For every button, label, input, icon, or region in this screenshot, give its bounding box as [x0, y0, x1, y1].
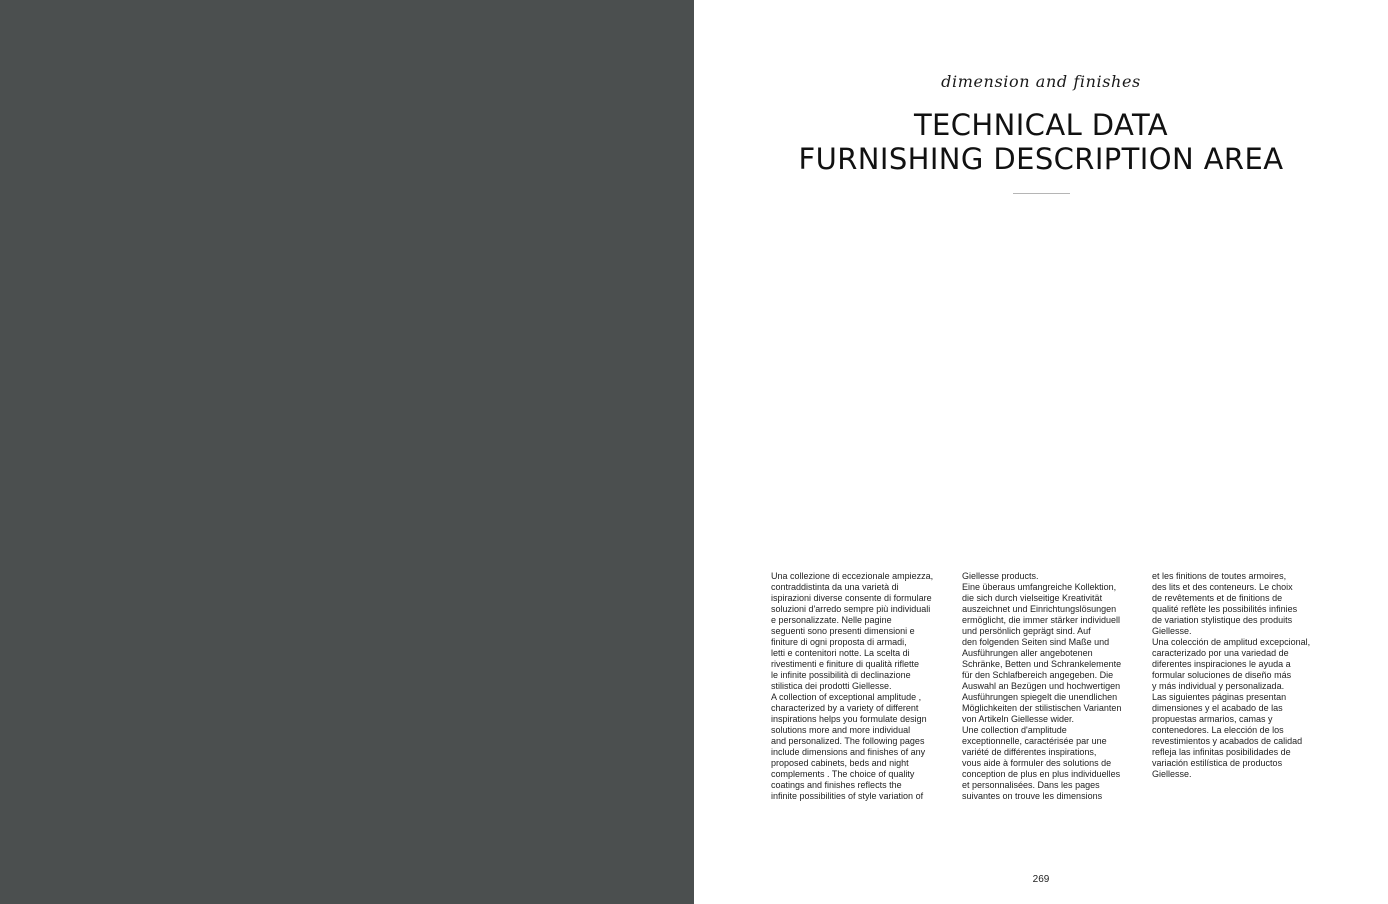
text-line: le infinite possibilità di declinazione: [771, 670, 911, 680]
text-line: letti e contenitori notte. La scelta di: [771, 648, 910, 658]
text-line: include dimensions and finishes of any: [771, 747, 926, 757]
text-line: et personnalisées. Dans les pages: [962, 780, 1100, 790]
text-line: A collection of exceptional amplitude ,: [771, 692, 922, 702]
text-line: Auswahl an Bezügen und hochwertigen: [962, 681, 1121, 691]
text-line: solutions more and more individual: [771, 725, 911, 735]
text-line: proposed cabinets, beds and night: [771, 758, 909, 768]
text-line: exceptionnelle, caractérisée par une: [962, 736, 1107, 746]
text-line: e personalizzate. Nelle pagine: [771, 615, 892, 625]
page-number: 269: [1032, 874, 1050, 885]
text-line: rivestimenti e finiture di qualità riflette: [771, 659, 920, 669]
text-line: Möglichkeiten der stilistischen Varianten: [962, 703, 1122, 713]
text-column-2: [962, 571, 1124, 802]
text-line: ispirazioni diverse consente di formulare: [771, 593, 932, 603]
text-line: coatings and finishes reflects the: [771, 780, 902, 790]
text-line: und persönlich geprägt sind. Auf: [962, 626, 1091, 636]
text-line: inspirations helps you formulate design: [771, 714, 927, 724]
text-line: revestimientos y acabados de calidad: [1152, 736, 1303, 746]
text-line: refleja las infinitas posibilidades de: [1152, 747, 1291, 757]
text-line: complements . The choice of quality: [771, 769, 915, 779]
text-line: Giellesse.: [1152, 769, 1192, 779]
text-line: and personalized. The following pages: [771, 736, 925, 746]
text-line: conception de plus en plus individuelles: [962, 769, 1121, 779]
text-line: y más individual y personalizada.: [1152, 681, 1285, 691]
text-line: caracterizado por una variedad de: [1152, 648, 1289, 658]
text-line: suivantes on trouve les dimensions: [962, 791, 1103, 801]
text-line: formular soluciones de diseño más: [1152, 670, 1292, 680]
page-title-line-1: TECHNICAL DATA: [913, 108, 1169, 142]
text-line: Schränke, Betten und Schrankelemente: [962, 659, 1122, 669]
text-line: contraddistinta da una varietà di: [771, 582, 899, 592]
text-line: diferentes inspiraciones le ayuda a: [1152, 659, 1291, 669]
text-line: für den Schlafbereich angegeben. Die: [962, 670, 1114, 680]
text-line: soluzioni d'arredo sempre più individuali: [771, 604, 931, 614]
text-line: stilistica dei prodotti Giellesse.: [771, 681, 892, 691]
text-line: Giellesse.: [1152, 626, 1192, 636]
text-line: vous aide à formuler des solutions de: [962, 758, 1112, 768]
text-line: Ausführungen aller angebotenen: [962, 648, 1093, 658]
text-line: seguenti sono presenti dimensioni e: [771, 626, 915, 636]
title-divider: [1013, 193, 1070, 194]
text-line: Une collection d'amplitude: [962, 725, 1067, 735]
text-line: Una collezione di eccezionale ampiezza,: [771, 571, 934, 581]
text-line: finiture di ogni proposta di armadi,: [771, 637, 907, 647]
text-line: contenedores. La elección de los: [1152, 725, 1284, 735]
text-line: variación estilística de productos: [1152, 758, 1283, 768]
text-line: characterized by a variety of different: [771, 703, 919, 713]
text-line: Una colección de amplitud excepcional,: [1152, 637, 1311, 647]
text-line: et les finitions de toutes armoires,: [1152, 571, 1287, 581]
text-line: de revêtements et de finitions de: [1152, 593, 1283, 603]
text-line: qualité reflète les possibilités infinies: [1152, 604, 1298, 614]
text-line: des lits et des conteneurs. Le choix: [1152, 582, 1293, 592]
text-line: infinite possibilities of style variation of: [771, 791, 924, 801]
text-line: auszeichnet und Einrichtungslösungen: [962, 604, 1117, 614]
text-column-3: [1152, 571, 1314, 780]
text-line: ermöglicht, die immer stärker individuell: [962, 615, 1121, 625]
text-line: de variation stylistique des produits: [1152, 615, 1293, 625]
text-line: die sich durch vielseitige Kreativität: [962, 593, 1103, 603]
text-line: dimensiones y el acabado de las: [1152, 703, 1283, 713]
page-title-line-2: FURNISHING DESCRIPTION AREA: [798, 142, 1284, 176]
text-line: Giellesse products.: [962, 571, 1039, 581]
text-line: variété de différentes inspirations,: [962, 747, 1097, 757]
text-line: Eine überaus umfangreiche Kollektion,: [962, 582, 1117, 592]
text-line: Las siguientes páginas presentan: [1152, 692, 1287, 702]
section-subtitle: dimension and finishes: [941, 72, 1141, 91]
text-line: den folgenden Seiten sind Maße und: [962, 637, 1110, 647]
right-page: [694, 0, 1388, 904]
text-line: von Artikeln Giellesse wider.: [962, 714, 1075, 724]
text-line: propuestas armarios, camas y: [1152, 714, 1273, 724]
page-title: [694, 108, 1388, 176]
text-line: Ausführungen spiegelt die unendlichen: [962, 692, 1118, 702]
text-column-1: [771, 571, 933, 802]
